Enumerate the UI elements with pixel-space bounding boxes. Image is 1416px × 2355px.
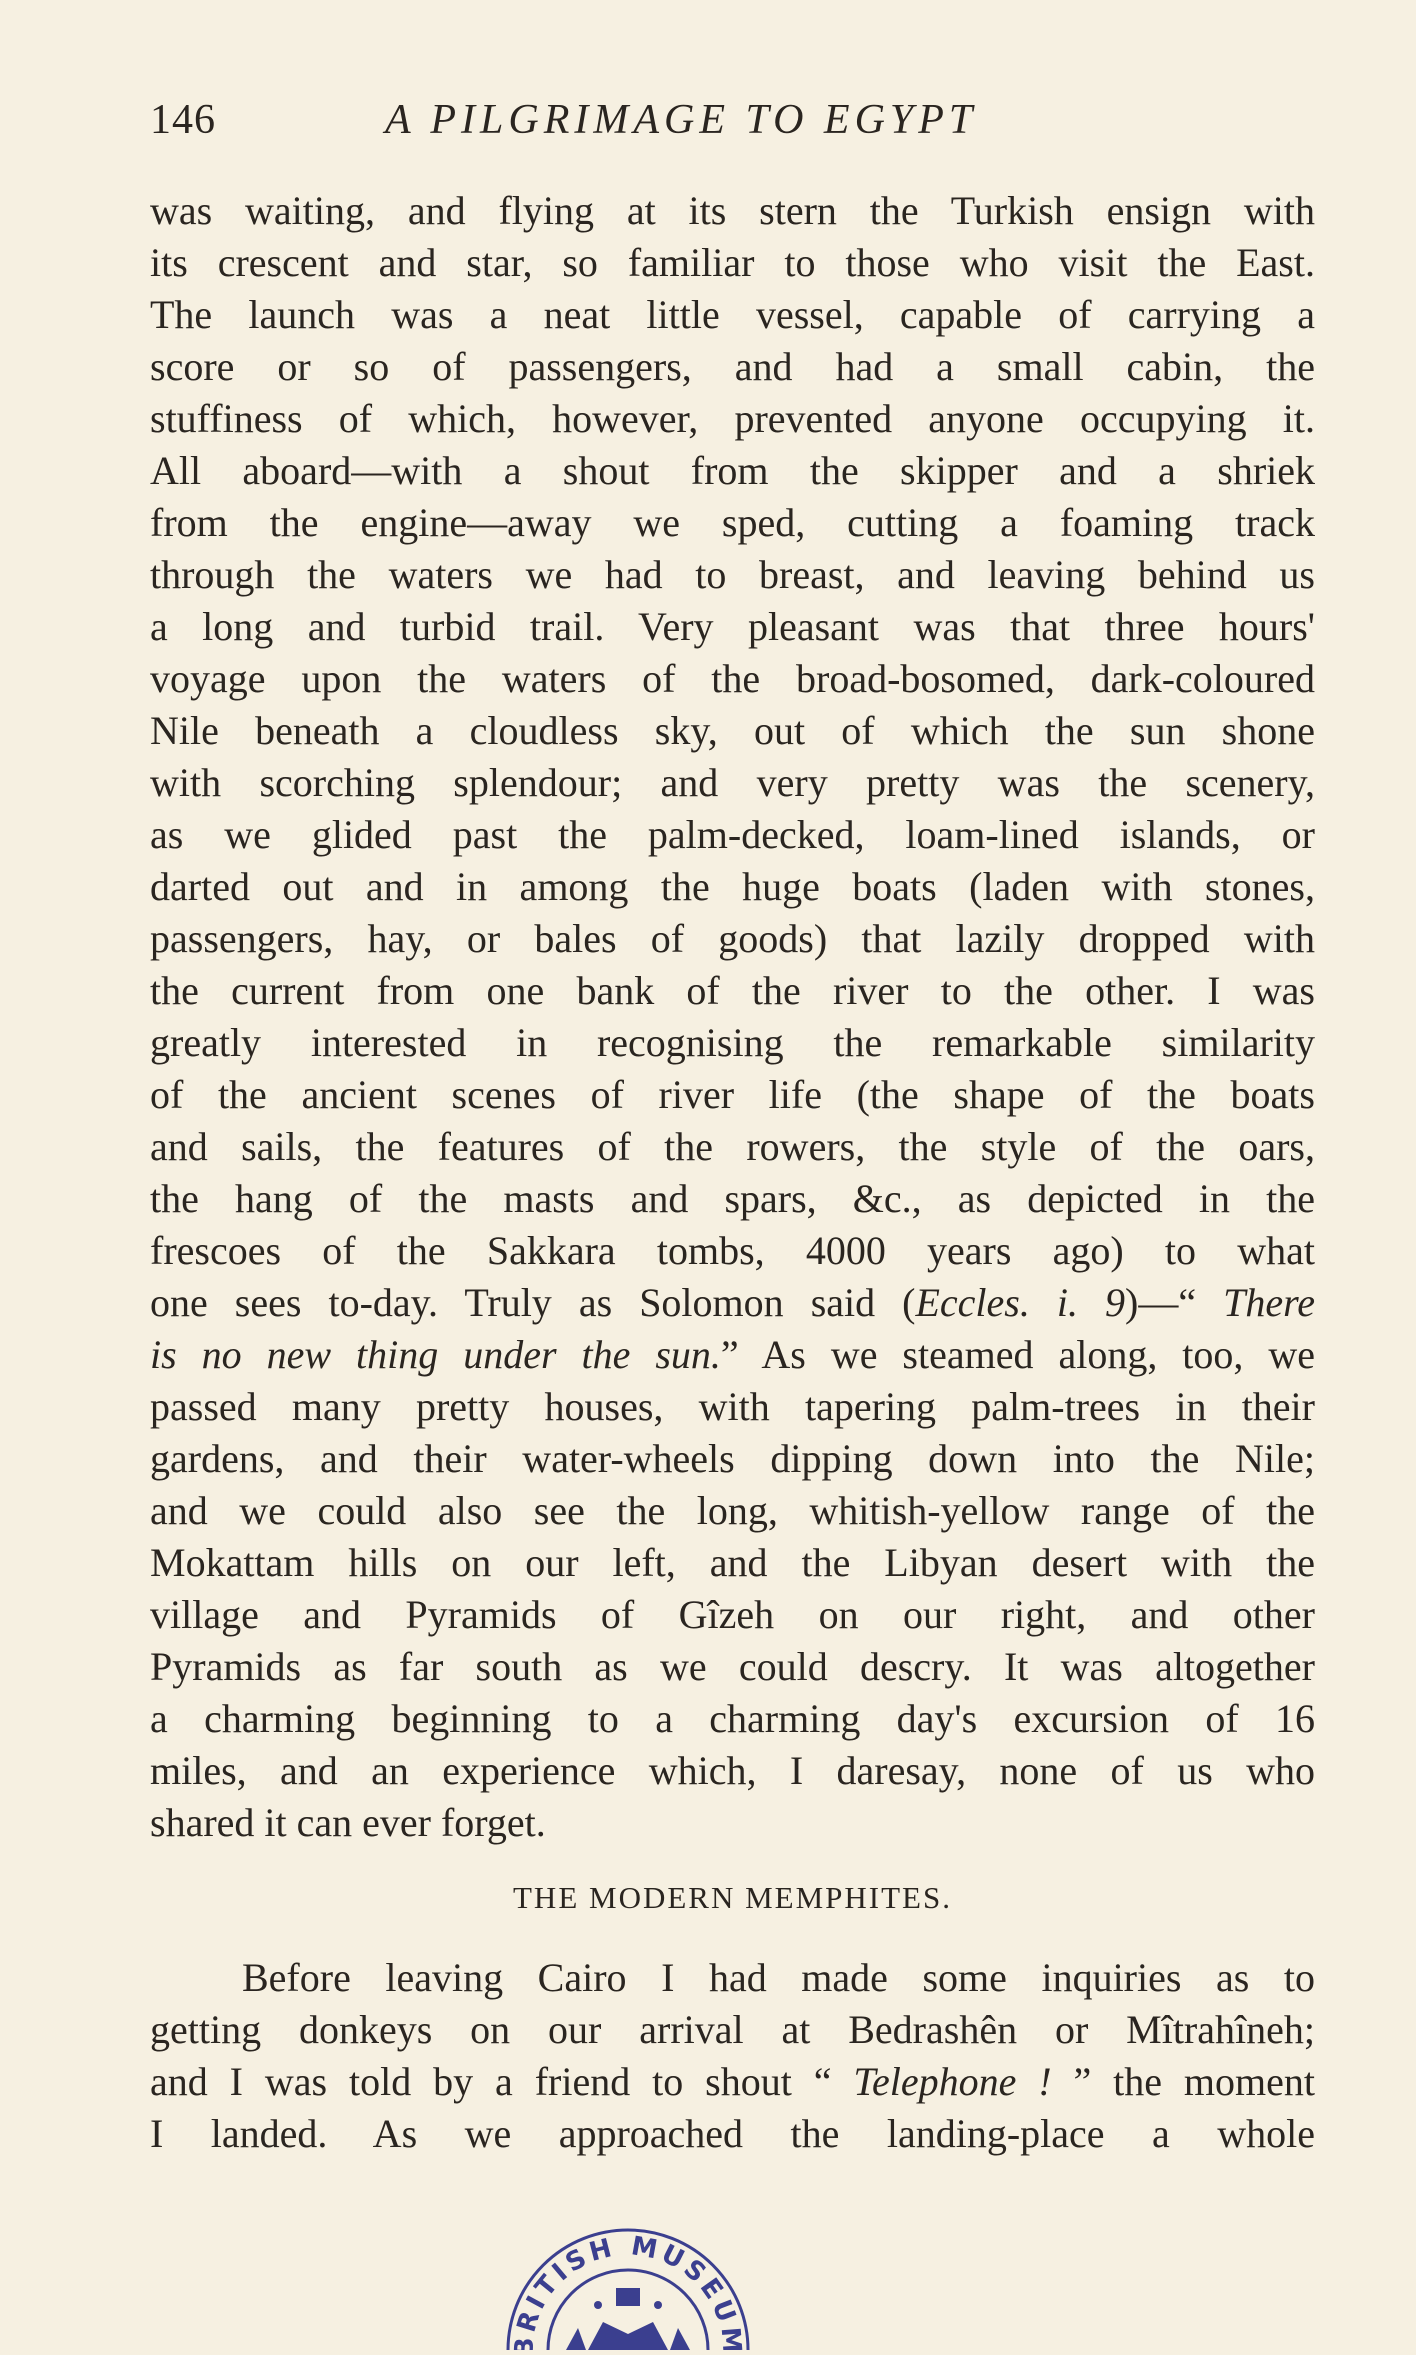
text-line: its crescent and star, so familiar to those who visit the East. — [150, 240, 1315, 285]
text-segment: and I was told by a friend to shout “ — [150, 2059, 854, 2104]
text-line: a charming beginning to a charming day's excursion of 16 — [150, 1696, 1315, 1741]
text-line: was waiting, and flying at its stern the Turkish ensign with — [150, 188, 1315, 233]
text-line: shared it can ever forget. — [150, 1800, 546, 1845]
text-line: a long and turbid trail. Very pleasant was that three hours' — [150, 604, 1315, 649]
scripture-reference: Eccles. i. 9 — [915, 1280, 1126, 1325]
text-line — [150, 2056, 1315, 2108]
text-line: getting donkeys on our arrival at Bedrashên or Mîtrahîneh; — [150, 2007, 1315, 2052]
text-segment: ” the moment — [1051, 2059, 1315, 2104]
text-line: stuffiness of which, however, prevented anyone occupying it. — [150, 396, 1315, 441]
text-line: darted out and in among the huge boats (laden with stones, — [150, 864, 1315, 909]
text-line: village and Pyramids of Gîzeh on our right, and other — [150, 1592, 1315, 1637]
stamp-text: BRITISH MUSEUM — [509, 2231, 747, 2350]
body-text — [150, 185, 1315, 1849]
text-line: score or so of passengers, and had a small cabin, the — [150, 344, 1315, 389]
text-line: as we glided past the palm-decked, loam-lined islands, or — [150, 812, 1315, 857]
stamp-seal-icon — [478, 2210, 778, 2350]
text-line: passed many pretty houses, with tapering palm-trees in their — [150, 1384, 1315, 1429]
quotation-italic: is no new thing under the sun. — [150, 1332, 721, 1377]
text-line: Before leaving Cairo I had made some inquiries as to — [242, 1955, 1315, 2000]
text-line: The launch was a neat little vessel, capable of carrying a — [150, 292, 1315, 337]
text-segment: ” As we steamed along, too, we — [720, 1332, 1315, 1377]
text-line: of the ancient scenes of river life (the shape of the boats — [150, 1072, 1315, 1117]
text-line: All aboard—with a shout from the skipper and a shriek — [150, 448, 1315, 493]
text-line: frescoes of the Sakkara tombs, 4000 years ago) to what — [150, 1228, 1315, 1273]
text-line: Pyramids as far south as we could descry. It was altogether — [150, 1644, 1315, 1689]
text-line: from the engine—away we sped, cutting a foaming track — [150, 500, 1315, 545]
text-line: and we could also see the long, whitish-yellow range of the — [150, 1488, 1315, 1533]
text-line: the current from one bank of the river to the other. I was — [150, 968, 1315, 1013]
text-segment: one sees to-day. Truly as Solomon said ( — [150, 1280, 916, 1325]
text-line — [150, 1277, 1315, 1329]
text-line: Nile beneath a cloudless sky, out of which the sun shone — [150, 708, 1315, 753]
page-number: 146 — [150, 97, 216, 143]
library-stamp — [478, 2210, 778, 2350]
text-line: voyage upon the waters of the broad-bosomed, dark-coloured — [150, 656, 1315, 701]
text-line: the hang of the masts and spars, &c., as depicted in the — [150, 1176, 1315, 1221]
text-line: miles, and an experience which, I daresay, none of us who — [150, 1748, 1315, 1793]
body-text — [150, 1952, 1315, 2160]
text-line: greatly interested in recognising the remarkable similarity — [150, 1020, 1315, 1065]
quotation-italic: Telephone ! — [853, 2059, 1052, 2104]
text-line: with scorching splendour; and very pretty was the scenery, — [150, 760, 1315, 805]
text-line: passengers, hay, or bales of goods) that lazily dropped with — [150, 916, 1315, 961]
text-line — [150, 1329, 1315, 1381]
text-line: I landed. As we approached the landing-place a whole — [150, 2111, 1315, 2156]
text-segment: )—“ — [1125, 1280, 1224, 1325]
text-line: gardens, and their water-wheels dipping down into the Nile; — [150, 1436, 1315, 1481]
quotation-italic: There — [1223, 1280, 1315, 1325]
section-heading: THE MODERN MEMPHITES. — [513, 1880, 952, 1915]
text-line: and sails, the features of the rowers, the style of the oars, — [150, 1124, 1315, 1169]
text-line: Mokattam hills on our left, and the Libyan desert with the — [150, 1540, 1315, 1585]
running-head — [150, 96, 1320, 156]
running-title: A PILGRIMAGE TO EGYPT — [385, 97, 978, 143]
text-line: through the waters we had to breast, and leaving behind us — [150, 552, 1315, 597]
